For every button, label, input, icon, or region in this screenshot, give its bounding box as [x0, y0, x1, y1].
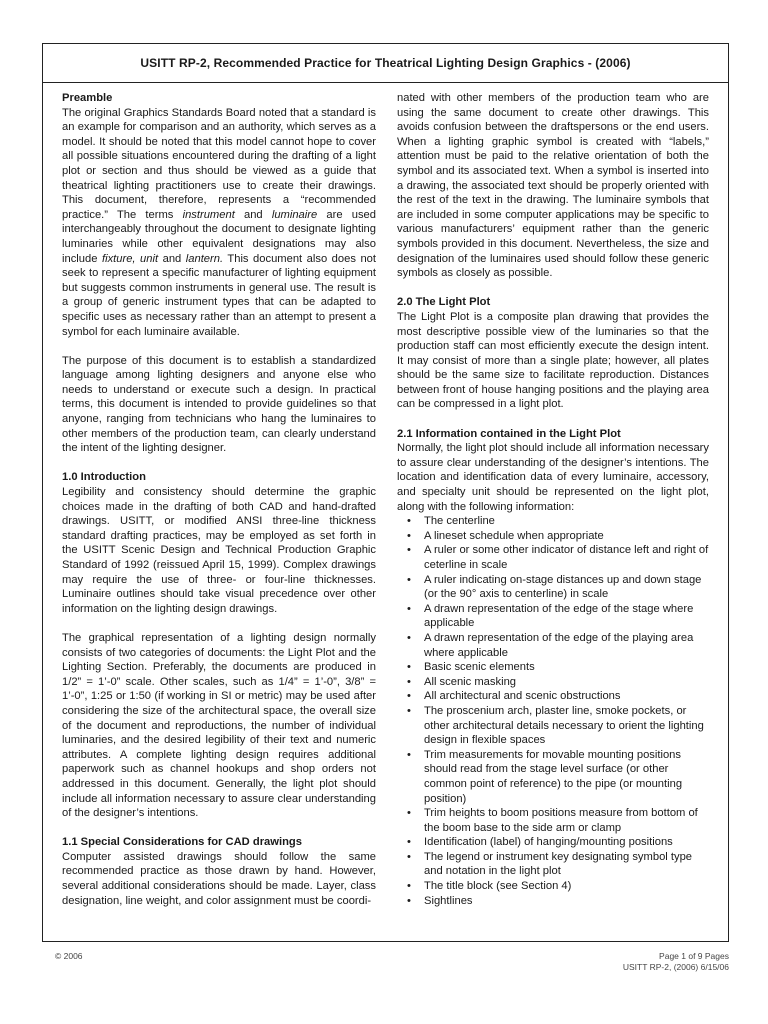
page-number: Page 1 of 9 Pages: [659, 951, 729, 961]
list-item: • Sightlines: [407, 894, 473, 907]
cad-continued-paragraph: nated with other members of the production team who are using the same document to create other drawings. This avoids confusion between the draftspersons or the end users. When a lighting graphic symbol is created with “labels,” attention must be paid to the relative orientation of both the symbol and its associated text. When a symbol is inserted into a drawing, the associated text should be properly oriented with the rest of the text in the drawing. The luminaire symbols that are included in some computer applications may be specific to various manufacturers’ equipment rather than the generic symbols provided in this document. Nevertheless, the size and designation of the luminaires used should follow these generic symbols as closely as possible.: [397, 92, 709, 280]
light-plot-paragraph: The Light Plot is a composite plan drawing that provides the most descriptive possible view of the luminaries so that the production staff can most efficiently execute the design intent. It may consist of more than a single plate; however, all plates should be the same size to facilitate reproduction. Distances between front of house hanging positions and the playing area can be compressed in a light plot.: [397, 310, 709, 411]
light-plot-info-heading: 2.1 Information contained in the Light Plot: [397, 427, 621, 440]
introduction-paragraph-1: Legibility and consistency should determine the graphic choices made in the drafting of both CAD and hand-drafted drawings. USITT, or modified ANSI three-line thickness standard drafting practices, may be employed as set forth in the USITT Scenic Design and Technical Production Graphic Standard of 1992 (reissued April 15, 1999). Complex drawings may require the use of three- or four-line thicknesses. Luminaire outlines should take visual precedence over other information on the lighting design drawings.: [62, 486, 376, 615]
right-column: [397, 91, 709, 908]
introduction-paragraph-2: The graphical representation of a lighting design normally consists of two categories of documents: the Light Plot and the Lighting Section. Preferably, the documents are produced in 1/2” = 1’-0” scale. Other scales, such as 1/4” = 1’-0”, 3/8” = 1’-0”, 1:25 or 1:50 (if working in SI or metric) may be used after considering the size of the architectural space, the overall size of the document and reproductions, the number of individual luminaries, and the desired legibility of their text and numeric attributes. A complete lighting design requires additional paperwork such as channel hookups and shop orders not addressed in this document. Generally, the light plot should include all information necessary to assure clear understanding of the designer’s intentions.: [62, 631, 376, 820]
list-item: • A drawn representation of the edge of the stage where applicable: [407, 602, 694, 630]
left-column: [62, 91, 376, 908]
list-item: • Trim measurements for movable mounting positions should read from the stage level surface (or other common point of reference) to the pipe (or mounting position): [407, 748, 683, 805]
list-item: • The legend or instrument key designating symbol type and notation in the light plot: [407, 850, 693, 878]
preamble-paragraph-1: The original Graphics Standards Board noted that a standard is an example for comparison and an authority, which serves as a model. It should be noted that this model cannot hope to cover all possible situations encountered during the drafting of a light plot or section and thus should be viewed as a guide that theatrical lighting practitioners use to create their drawings. This document, therefore, represents a “recommended practice.” The terms instrument and luminaire are used interchangeably throughout the document to designate lighting luminaries while other equivalent designations may also include fixture, unit and lantern. This document also does not seek to represent a specific manufacturer of lighting equipment but suggests common instruments in general use. The result is a group of generic instrument types that can be adapted to specific uses as necessary rather than an attempt to present a symbol for each luminaire available.: [62, 106, 376, 338]
cad-considerations-paragraph: Computer assisted drawings should follow the same recommended practice as those drawn by hand. However, several additional considerations should be made. Layer, class designation, line weight, and color assignment must be coordi-: [62, 850, 376, 907]
list-item: • Basic scenic elements: [407, 661, 535, 674]
list-item: • All architectural and scenic obstructions: [407, 690, 621, 703]
list-item: • A ruler or some other indicator of distance left and right of ceterline in scale: [407, 544, 709, 571]
preamble-heading: Preamble: [62, 92, 113, 104]
introduction-heading: 1.0 Introduction: [62, 471, 146, 484]
list-item: • Trim heights to boom positions measure from bottom of the boom base to the side arm or clamp: [407, 807, 698, 834]
list-item: • A ruler indicating on-stage distances up and down stage (or the 90° axis to centerline) in scale: [407, 573, 702, 601]
list-item: • The title block (see Section 4): [407, 880, 572, 893]
list-item: • A drawn representation of the edge of the playing area where applicable: [407, 631, 694, 659]
page-footer: [623, 951, 729, 973]
list-item: • The centerline: [407, 515, 495, 528]
page-frame: [42, 43, 729, 942]
list-item: • All scenic masking: [407, 675, 517, 688]
copyright-notice: © 2006: [55, 951, 83, 961]
page-title: USITT RP-2, Recommended Practice for Theatrical Lighting Design Graphics - (2006): [43, 44, 728, 83]
light-plot-info-paragraph: Normally, the light plot should include all information necessary to assure clear understanding of the designer’s intentions. The location and identification data of every luminaire, accessory, and specialty unit should be represented on the light plot, along with the following information:: [397, 442, 709, 513]
light-plot-heading: 2.0 The Light Plot: [397, 296, 491, 309]
list-item: • The proscenium arch, plaster line, smoke pockets, or other architectural details necessary to orient the lighting design in flexible spaces: [407, 704, 704, 747]
light-plot-info-list: [397, 514, 709, 908]
cad-considerations-heading: 1.1 Special Considerations for CAD drawings: [62, 836, 302, 849]
preamble-paragraph-2: The purpose of this document is to establish a standardized language among lighting designers and anyone else who needs to understand or execute such a design. In practical terms, this document is intended to provide guidelines so that anyone, ranging from technicians who hang the luminaires to other members of the production team, can clearly understand the intent of the lighting designer.: [62, 354, 376, 455]
list-item: • Identification (label) of hanging/mounting positions: [407, 836, 673, 849]
list-item: • A lineset schedule when appropriate: [407, 529, 604, 542]
document-reference: USITT RP-2, (2006) 6/15/06: [622, 962, 729, 972]
